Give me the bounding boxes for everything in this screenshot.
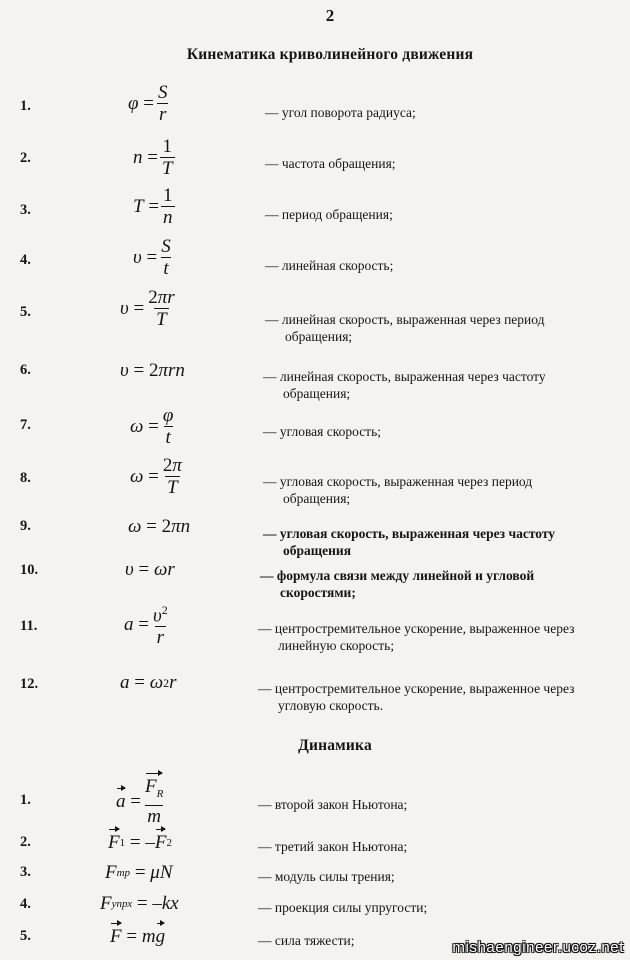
- formula-description: [263, 473, 628, 507]
- row-number: 5.: [20, 928, 31, 944]
- row-number: 2.: [20, 150, 31, 166]
- formula: υ = ωr: [125, 559, 175, 580]
- formula: F упрх = –kx: [100, 893, 179, 914]
- description-line: — линейная скорость, выраженная через частоту: [263, 369, 546, 384]
- section-title-dynamics: Динамика: [298, 737, 372, 754]
- row-number: 7.: [20, 417, 31, 433]
- formula-description: — третий закон Ньютона;: [258, 839, 408, 854]
- formula-description: [263, 368, 628, 402]
- row-number: 3.: [20, 864, 31, 880]
- description-continuation: угловую скорость.: [278, 698, 384, 713]
- description-continuation: скоростями;: [280, 585, 356, 600]
- row-number: 6.: [20, 362, 31, 378]
- description-continuation: обращения;: [283, 491, 351, 506]
- row-number: 9.: [20, 518, 31, 534]
- row-number: 4.: [20, 896, 31, 912]
- formula: a = $\frac{\upsilon^2}{r}$: [124, 603, 168, 649]
- formula: φ = $\frac{S}{r}$: [128, 82, 168, 125]
- description-line: — формула связи между линейной и угловой: [260, 568, 535, 583]
- formula-description: — период обращения;: [265, 207, 393, 222]
- row-number: 11.: [20, 618, 38, 634]
- formula: F 1 = – F 2: [108, 832, 172, 853]
- description-line: — центростремительное ускорение, выраженное через: [258, 621, 575, 636]
- description-continuation: обращения;: [285, 329, 353, 344]
- formula: υ = $\frac{2\pi r}{T}$: [120, 287, 175, 330]
- formula-description: — сила тяжести;: [258, 933, 355, 948]
- formula: F тр = μN: [105, 862, 173, 883]
- formula: F = m g: [110, 926, 166, 947]
- formula: ω = $\frac{2\pi}{T}$: [130, 455, 182, 498]
- description-line: — угловая скорость, выраженная через частоту: [263, 526, 556, 541]
- section-title-kinematics: Кинематика криволинейного движения: [186, 46, 474, 63]
- description-continuation: обращения: [283, 543, 352, 558]
- formula: ω = 2 πn: [128, 516, 191, 537]
- description-continuation: обращения;: [283, 386, 351, 401]
- formula: a = $\frac{F_R}{m}$: [116, 776, 164, 827]
- description-continuation: линейную скорость;: [278, 638, 395, 653]
- formula-description: [258, 620, 623, 654]
- formula: υ = $\frac{S}{t}$: [133, 236, 171, 279]
- description-line: — угловая скорость, выраженная через период: [263, 474, 533, 489]
- formula: n = $\frac{1}{T}$: [133, 136, 173, 179]
- formula-description: [258, 680, 623, 714]
- formula-description: — проекция силы упругости;: [258, 900, 428, 915]
- row-number: 8.: [20, 470, 31, 486]
- row-number: 12.: [20, 676, 39, 692]
- row-number: 3.: [20, 202, 31, 218]
- formula-description: — угол поворота радиуса;: [265, 105, 416, 120]
- formula-description: — угловая скорость;: [263, 424, 381, 439]
- row-number: 1.: [20, 792, 31, 808]
- formula-description: — второй закон Ньютона;: [258, 797, 408, 812]
- description-line: — линейная скорость, выраженная через период: [265, 312, 545, 327]
- row-number: 2.: [20, 834, 31, 850]
- page-number: 2: [325, 6, 335, 25]
- formula: T = $\frac{1}{n}$: [133, 185, 173, 228]
- formula-description: [263, 525, 628, 559]
- row-number: 4.: [20, 252, 31, 268]
- formula-description: [265, 311, 630, 345]
- row-number: 10.: [20, 562, 39, 578]
- row-number: 1.: [20, 98, 31, 114]
- formula: υ = 2 πrn: [120, 360, 185, 381]
- formula-description: [260, 567, 625, 601]
- formula: a = ω 2 r: [120, 672, 177, 693]
- formula-description: — частота обращения;: [265, 156, 396, 171]
- watermark: mishaengineer.ucoz.net: [452, 939, 624, 956]
- formula-description: — модуль силы трения;: [258, 869, 395, 884]
- row-number: 5.: [20, 304, 31, 320]
- formula-description: — линейная скорость;: [265, 258, 394, 273]
- formula: ω = $\frac{\varphi}{t}$: [130, 405, 174, 448]
- description-line: — центростремительное ускорение, выраженное через: [258, 681, 575, 696]
